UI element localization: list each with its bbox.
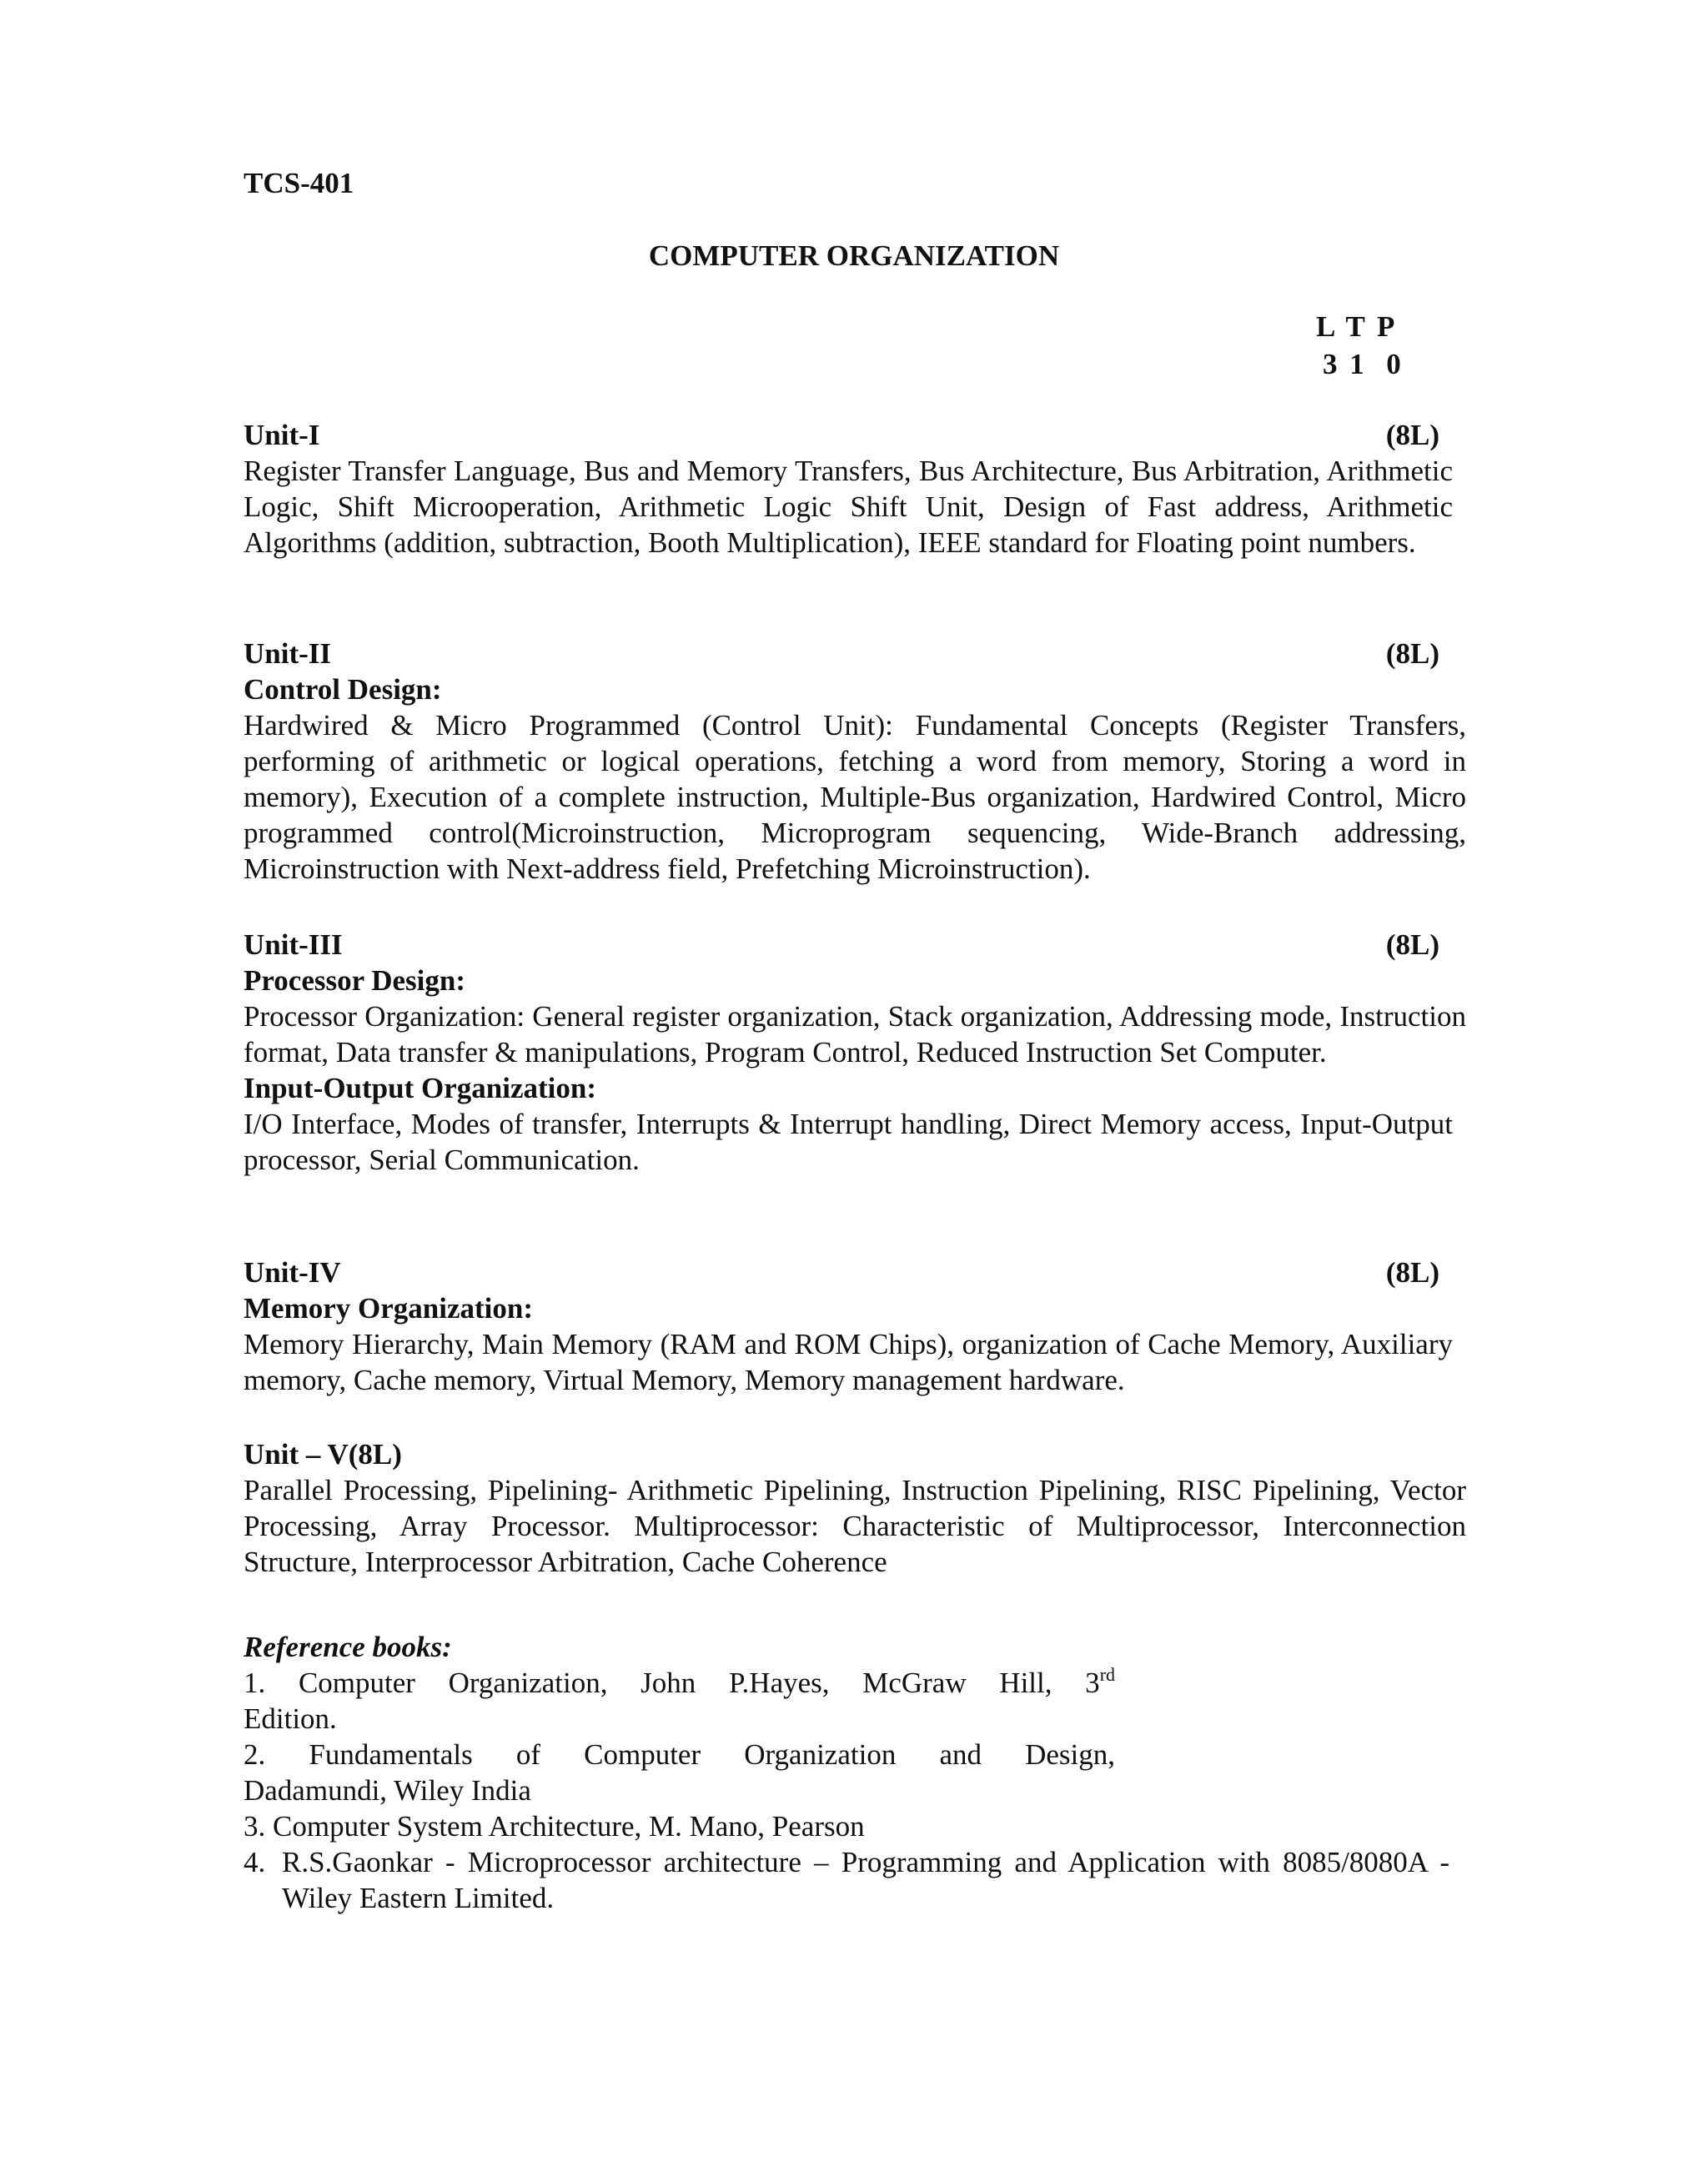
unit-2-subheading: Control Design: <box>244 673 442 706</box>
unit-2-hours: (8L) <box>1385 637 1439 670</box>
reference-1-text-continued: Edition. <box>244 1702 337 1735</box>
reference-item-2 <box>244 1737 1115 1808</box>
unit-2-content: Hardwired & Micro Programmed (Control Unit): Fundamental Concepts (Register Transfers, performing of arithmetic or logical operations, fetching a word from memory, Storing a word in memory), Execution of a complete instruction, Multiple-Bus organization, Hardwired Control, Micro programmed control(Microinstruction, Microprogram sequencing, Wide-Branch addressing, Microinstruction with Next-address field, Prefetching Microinstruction). <box>244 709 1466 885</box>
unit-4-title: Unit-IV <box>244 1256 341 1289</box>
reference-3-text: Computer System Architecture, M. Mano, Pearson <box>273 1810 865 1843</box>
unit-3-section <box>244 927 1466 1178</box>
unit-3-subheading-2: Input-Output Organization: <box>244 1072 596 1104</box>
reference-books-title: Reference books: <box>244 1631 452 1663</box>
unit-2-title: Unit-II <box>244 637 332 670</box>
ltp-values: 3 1 0 <box>1323 348 1404 380</box>
unit-4-hours: (8L) <box>1385 1256 1439 1289</box>
unit-3-content-2: I/O Interface, Modes of transfer, Interrupts & Interrupt handling, Direct Memory access, Input-Output processor, Serial Communication. <box>244 1108 1453 1176</box>
unit-5-section <box>244 1436 1466 1580</box>
unit-1-content: Register Transfer Language, Bus and Memory Transfers, Bus Architecture, Bus Arbitration, Arithmetic Logic, Shift Microoperation, Arithmetic Logic Shift Unit, Design of Fast address, Arithmetic Algorithms (addition, subtraction, Booth Multiplication), IEEE standard for Floating point numbers. <box>244 455 1453 559</box>
unit-3-subheading: Processor Design: <box>244 964 466 997</box>
reference-1-text: Computer Organization, John P.Hayes, McGraw Hill, 3 <box>298 1667 1100 1699</box>
course-title: COMPUTER ORGANIZATION <box>648 239 1060 272</box>
reference-1-number: 1. <box>244 1667 266 1699</box>
reference-2-text-continued: Dadamundi, Wiley India <box>244 1774 531 1807</box>
reference-books-section <box>244 1629 1466 1916</box>
unit-3-hours: (8L) <box>1385 928 1439 961</box>
unit-1-section <box>244 417 1466 561</box>
reference-4-text: R.S.Gaonkar - Microprocessor architecture – Programming and Application with 8085/8080A - Wiley Eastern Limited. <box>282 1846 1449 1914</box>
ltp-labels: L T P <box>1316 310 1398 343</box>
unit-4-subheading: Memory Organization: <box>244 1292 533 1325</box>
reference-item-1 <box>244 1665 1115 1737</box>
reference-item-4 <box>244 1844 1466 1916</box>
unit-3-header <box>244 927 1439 963</box>
unit-4-content: Memory Hierarchy, Main Memory (RAM and ROM Chips), organization of Cache Memory, Auxiliary memory, Cache memory, Virtual Memory, Memory management hardware. <box>244 1328 1453 1396</box>
reference-2-text: Fundamentals of Computer Organization and Design, <box>309 1738 1116 1771</box>
unit-4-header <box>244 1254 1439 1290</box>
unit-2-section <box>244 636 1466 887</box>
unit-2-header <box>244 636 1439 671</box>
unit-4-section <box>244 1254 1466 1398</box>
reference-3-number: 3. <box>244 1810 266 1843</box>
unit-1-header <box>244 417 1439 453</box>
unit-3-content: Processor Organization: General register organization, Stack organization, Addressing mode, Instruction format, Data transfer & manipulations, Program Control, Reduced Instruction Set Computer. <box>244 1000 1466 1068</box>
unit-5-content: Parallel Processing, Pipelining- Arithmetic Pipelining, Instruction Pipelining, RISC Pipelining, Vector Processing, Array Processor. Multiprocessor: Characteristic of Multiprocessor, Interconnection Structure, Interprocessor Arbitration, Cache Coherence <box>244 1474 1466 1578</box>
reference-4-number: 4. <box>244 1846 266 1878</box>
reference-1-superscript: rd <box>1099 1664 1116 1685</box>
unit-5-title: Unit – V(8L) <box>244 1438 402 1471</box>
unit-3-title: Unit-III <box>244 928 343 961</box>
unit-1-hours: (8L) <box>1385 419 1439 451</box>
unit-1-title: Unit-I <box>244 419 320 451</box>
reference-item-3 <box>244 1808 1466 1844</box>
course-code: TCS-401 <box>244 167 354 199</box>
reference-2-number: 2. <box>244 1738 266 1771</box>
